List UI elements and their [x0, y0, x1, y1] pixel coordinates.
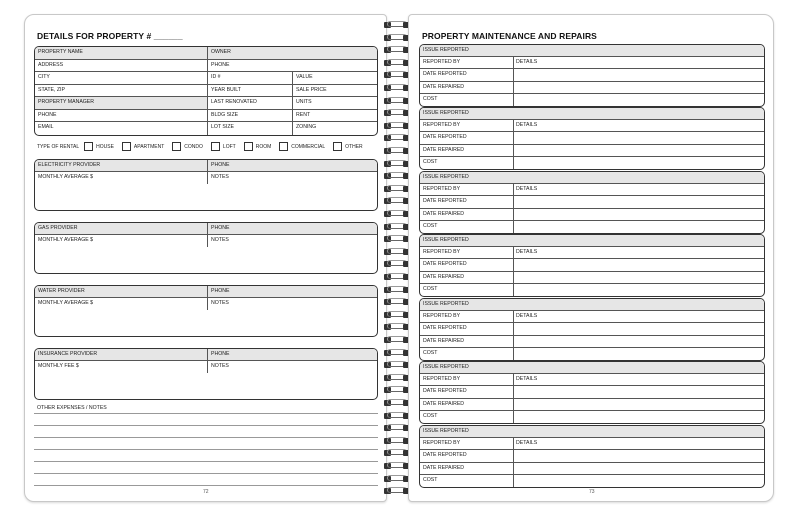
field-label[interactable]: LOT SIZE [207, 122, 292, 135]
spiral-coil [383, 33, 411, 43]
other-checkbox[interactable] [333, 142, 342, 151]
other-expenses-label: OTHER EXPENSES / NOTES [37, 405, 107, 411]
property-row [35, 85, 377, 98]
spiral-coil [383, 486, 411, 496]
spiral-coil [383, 96, 411, 106]
field-label[interactable]: ELECTRICITY PROVIDER [35, 160, 207, 171]
field-label[interactable]: PHONE [207, 286, 377, 297]
details-field[interactable]: DETAILS [516, 186, 538, 193]
issue-reported-field[interactable]: ISSUE REPORTED [420, 235, 764, 246]
property-info-box [34, 46, 378, 136]
details-area[interactable] [514, 475, 764, 487]
field-label[interactable]: UNITS [292, 97, 377, 109]
field-label[interactable]: PROPERTY NAME [35, 47, 207, 59]
details-field[interactable]: DETAILS [516, 122, 538, 129]
field-label[interactable]: MONTHLY AVERAGE $ [38, 237, 94, 243]
spiral-coil [383, 297, 411, 307]
spiral-coil [383, 436, 411, 446]
field-label[interactable]: EMAIL [38, 124, 54, 130]
spiral-coil [383, 335, 411, 345]
spiral-coil [383, 448, 411, 458]
details-area[interactable] [514, 284, 764, 296]
field-label[interactable]: ADDRESS [38, 61, 64, 68]
field-label[interactable]: PROPERTY MANAGER [35, 97, 207, 109]
spiral-coil [383, 108, 411, 118]
spiral-coil [383, 461, 411, 471]
field-label[interactable]: VALUE [292, 72, 377, 84]
spiral-coil [383, 247, 411, 257]
left-page [24, 14, 387, 502]
spiral-coil [383, 234, 411, 244]
field-label[interactable]: MONTHLY AVERAGE $ [38, 300, 94, 306]
issue-reported-field[interactable]: ISSUE REPORTED [420, 299, 764, 310]
date-reported-field[interactable]: DATE REPORTED [420, 196, 514, 207]
issue-block [419, 361, 765, 424]
reported-by-field[interactable]: REPORTED BY [420, 120, 514, 131]
date-reported-field[interactable]: DATE REPORTED [420, 323, 514, 334]
ruled-line[interactable] [34, 485, 378, 486]
date-repaired-field[interactable]: DATE REPAIRED [420, 336, 514, 347]
field-label[interactable]: BLDG SIZE [207, 110, 292, 122]
spiral-coil [383, 146, 411, 156]
reported-by-field[interactable]: REPORTED BY [420, 374, 514, 385]
issue-block [419, 425, 765, 488]
spiral-coil [383, 310, 411, 320]
date-reported-field[interactable]: DATE REPORTED [420, 132, 514, 143]
commercial-checkbox[interactable] [279, 142, 288, 151]
details-field[interactable]: DETAILS [516, 249, 538, 256]
spiral-coil [383, 360, 411, 370]
spiral-coil [383, 373, 411, 383]
spiral-coil [383, 222, 411, 232]
property-row [35, 110, 377, 123]
details-area[interactable] [514, 336, 764, 347]
issue-reported-field[interactable]: ISSUE REPORTED [420, 362, 764, 373]
right-page [408, 14, 774, 502]
spiral-coil [383, 196, 411, 206]
date-repaired-field[interactable]: DATE REPAIRED [420, 145, 514, 156]
ruled-line[interactable] [34, 473, 378, 474]
spiral-coil [383, 20, 411, 30]
property-row [35, 60, 377, 73]
date-reported-field[interactable]: DATE REPORTED [420, 386, 514, 397]
insurance-box [34, 348, 378, 400]
option-label: CONDO [184, 143, 203, 150]
details-area[interactable] [514, 157, 764, 169]
electricity-box [34, 159, 378, 211]
room-checkbox[interactable] [244, 142, 253, 151]
issue-block [419, 171, 765, 234]
reported-by-field[interactable]: REPORTED BY [420, 184, 514, 195]
cost-field[interactable]: COST [420, 411, 514, 423]
details-area[interactable] [514, 450, 764, 461]
house-checkbox[interactable] [84, 142, 93, 151]
field-label[interactable]: NOTES [207, 361, 377, 373]
field-label[interactable]: ID # [207, 72, 292, 84]
spiral-coil [383, 259, 411, 269]
field-label[interactable]: STATE, ZIP [38, 86, 65, 93]
details-area[interactable] [514, 221, 764, 233]
spiral-coil [383, 398, 411, 408]
spiral-coil [383, 45, 411, 55]
property-row [35, 72, 377, 85]
spiral-coil [383, 83, 411, 93]
water-box [34, 285, 378, 337]
spiral-coil [383, 474, 411, 484]
details-field[interactable]: DETAILS [516, 376, 538, 383]
details-area[interactable] [514, 348, 764, 360]
details-area[interactable] [514, 69, 764, 80]
option-label: OTHER [345, 143, 363, 150]
details-area[interactable] [514, 132, 764, 143]
property-row [35, 47, 377, 60]
date-repaired-field[interactable]: DATE REPAIRED [420, 209, 514, 220]
date-repaired-field[interactable]: DATE REPAIRED [420, 463, 514, 474]
issue-reported-field[interactable]: ISSUE REPORTED [420, 172, 764, 183]
ruled-line[interactable] [34, 425, 378, 426]
gas-box [34, 222, 378, 274]
details-field[interactable]: DETAILS [516, 313, 538, 320]
spiral-coil [383, 411, 411, 421]
page-number: 72 [203, 489, 209, 495]
field-label[interactable]: RENT [292, 110, 377, 122]
field-label[interactable]: PHONE [207, 160, 377, 171]
field-label[interactable]: WATER PROVIDER [35, 286, 207, 297]
spiral-coil [383, 184, 411, 194]
field-label[interactable]: GAS PROVIDER [35, 223, 207, 234]
page-number: 73 [589, 489, 595, 495]
ruled-line[interactable] [34, 461, 378, 462]
issue-block [419, 44, 765, 107]
details-area[interactable] [514, 209, 764, 220]
details-area[interactable] [514, 399, 764, 410]
date-repaired-field[interactable]: DATE REPAIRED [420, 82, 514, 93]
field-label[interactable]: SALE PRICE [292, 85, 377, 97]
rental-type-line [37, 142, 371, 151]
cost-field[interactable]: COST [420, 94, 514, 106]
spiral-coil [383, 133, 411, 143]
ruled-line[interactable] [34, 413, 378, 414]
option-label: LOFT [222, 143, 236, 150]
spiral-coil [383, 423, 411, 433]
field-label[interactable]: PHONE [207, 349, 377, 360]
rental-type-label: TYPE OF RENTAL [37, 143, 80, 150]
field-label[interactable]: CITY [38, 74, 50, 80]
details-area[interactable] [514, 94, 764, 106]
field-label[interactable]: NOTES [207, 172, 377, 184]
date-reported-field[interactable]: DATE REPORTED [420, 69, 514, 80]
spiral-coil [383, 385, 411, 395]
spiral-coil [383, 159, 411, 169]
details-area[interactable] [514, 196, 764, 207]
field-label[interactable]: NOTES [207, 298, 377, 310]
cost-field[interactable]: COST [420, 157, 514, 169]
date-reported-field[interactable]: DATE REPORTED [420, 259, 514, 270]
date-repaired-field[interactable]: DATE REPAIRED [420, 399, 514, 410]
cost-field[interactable]: COST [420, 475, 514, 487]
field-label[interactable]: MONTHLY AVERAGE $ [38, 174, 94, 180]
details-area[interactable] [514, 272, 764, 283]
details-area[interactable] [514, 411, 764, 423]
issue-block [419, 234, 765, 297]
property-details-title: DETAILS FOR PROPERTY # ______ [37, 31, 183, 41]
option-label: APARTMENT [133, 143, 165, 150]
reported-by-field[interactable]: REPORTED BY [420, 247, 514, 258]
details-area[interactable] [514, 82, 764, 93]
details-field[interactable]: DETAILS [516, 440, 538, 447]
details-area[interactable] [514, 386, 764, 397]
spiral-coil [383, 209, 411, 219]
option-label: COMMERCIAL [291, 143, 326, 150]
option-label: HOUSE [96, 143, 114, 150]
property-row [35, 122, 377, 135]
issue-reported-field[interactable]: ISSUE REPORTED [420, 108, 764, 119]
spiral-coil [383, 322, 411, 332]
details-area[interactable] [514, 259, 764, 270]
spiral-coil [383, 348, 411, 358]
field-label[interactable]: MONTHLY FEE $ [38, 363, 79, 369]
condo-checkbox[interactable] [172, 142, 181, 151]
cost-field[interactable]: COST [420, 284, 514, 296]
option-label: ROOM [255, 143, 272, 150]
field-label[interactable]: LAST RENOVATED [207, 97, 292, 109]
maintenance-title: PROPERTY MAINTENANCE AND REPAIRS [422, 31, 597, 41]
cost-field[interactable]: COST [420, 348, 514, 360]
field-label[interactable]: NOTES [207, 235, 377, 247]
field-label[interactable]: PHONE [207, 60, 377, 72]
issue-block [419, 298, 765, 361]
cost-field[interactable]: COST [420, 221, 514, 233]
loft-checkbox[interactable] [211, 142, 220, 151]
issue-block [419, 107, 765, 170]
reported-by-field[interactable]: REPORTED BY [420, 57, 514, 68]
date-reported-field[interactable]: DATE REPORTED [420, 450, 514, 461]
spiral-coil [383, 121, 411, 131]
details-field[interactable]: DETAILS [516, 59, 538, 66]
field-label[interactable]: PHONE [38, 111, 57, 118]
field-label[interactable]: OWNER [207, 47, 377, 59]
apartment-checkbox[interactable] [122, 142, 131, 151]
details-area[interactable] [514, 463, 764, 474]
reported-by-field[interactable]: REPORTED BY [420, 311, 514, 322]
ruled-line[interactable] [34, 449, 378, 450]
spiral-coil [383, 171, 411, 181]
date-repaired-field[interactable]: DATE REPAIRED [420, 272, 514, 283]
spiral-coil [383, 70, 411, 80]
spiral-coil [383, 285, 411, 295]
spiral-binding [383, 14, 411, 504]
issue-reported-field[interactable]: ISSUE REPORTED [420, 426, 764, 437]
ruled-line[interactable] [34, 437, 378, 438]
details-area[interactable] [514, 145, 764, 156]
field-label[interactable]: PHONE [207, 223, 377, 234]
field-label[interactable]: YEAR BUILT [207, 85, 292, 97]
spiral-coil [383, 58, 411, 68]
details-area[interactable] [514, 323, 764, 334]
spiral-coil [383, 272, 411, 282]
field-label[interactable]: INSURANCE PROVIDER [35, 349, 207, 360]
issue-reported-field[interactable]: ISSUE REPORTED [420, 45, 764, 56]
field-label[interactable]: ZONING [292, 122, 377, 135]
reported-by-field[interactable]: REPORTED BY [420, 438, 514, 449]
property-row [35, 97, 377, 110]
